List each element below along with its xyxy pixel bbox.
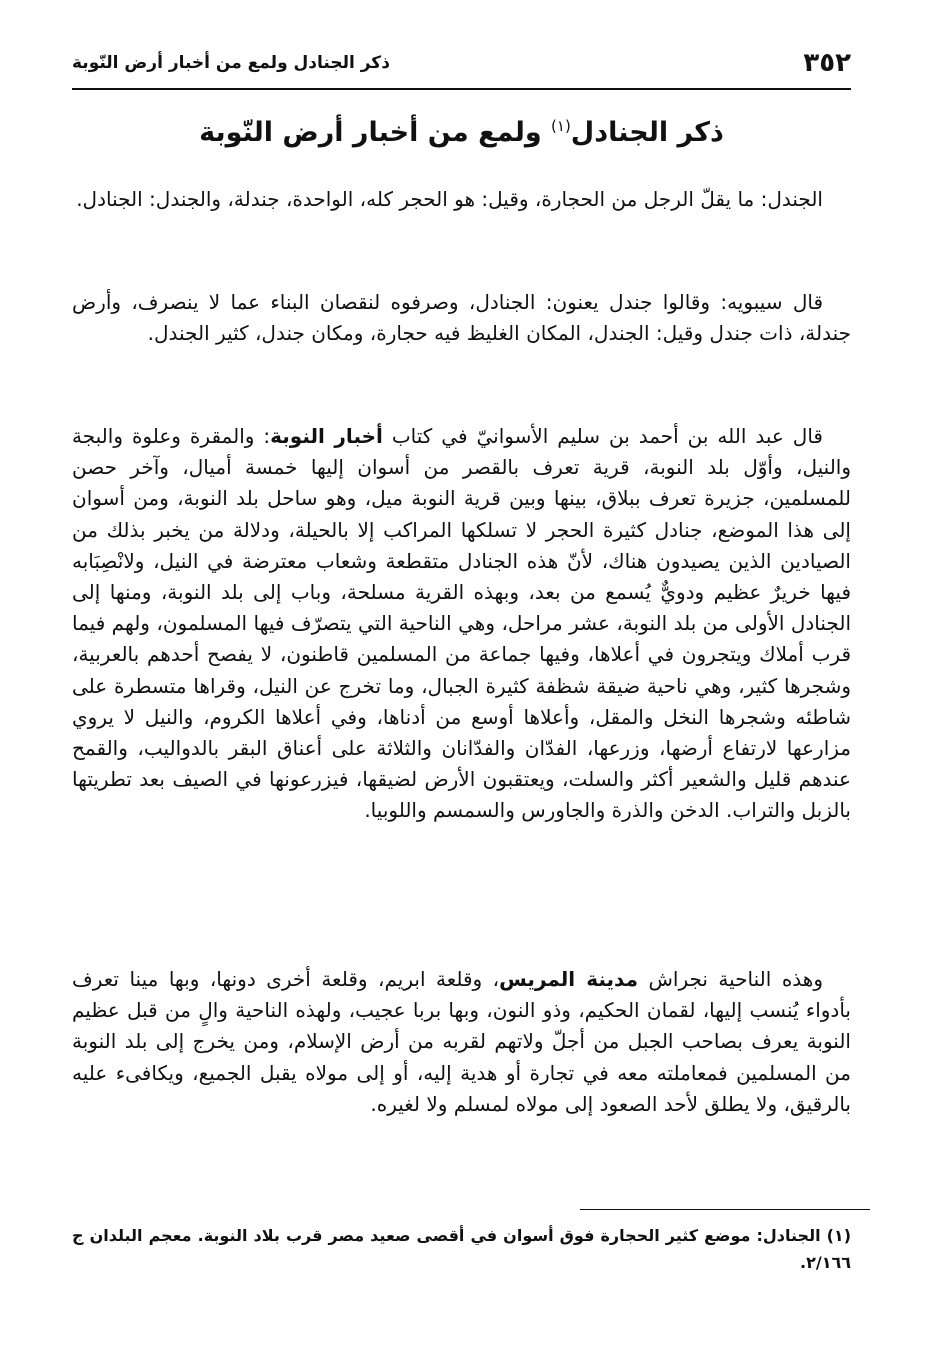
paragraph-rest: : والمقرة وعلوة والبجة والنيل، وأوّل بلد النوبة، قرية تعرف بالقصر من أسوان إليها خمسة أميال، وآخر حصن للمسلمين، جزيرة تعرف ببلاق، بينها وبين قرية النوبة ميل، وهو ساحل بلد النوبة، ومن أسوان إلى هذا الموضع، جنادل كثيرة الحجر لا تسلكها المراكب إلا بالحيلة، ودلالة من يخبر بذلك من الصيادين الذين يصيدون هناك، لأنّ هذه الجنادل متقطعة وشعاب معترضة في النيل، ولانْصِبَابه فيها خريرٌ عظيم ودويٌّ يُسمع من بعد، وبهذه القرية مسلحة، وباب إلى بلد النوبة، ومنها إلى الجنادل الأولى من بلد النوبة، عشر مراحل، وهي الناحية التي يتصرّف فيها المسلمون، ولهم فيما قرب أملاك ويتجرون في أعلاها، وفيها جماعة من المسلمين قاطنون، لا يفصح أحدهم بالعربية، وشجرها كثير، وهي ناحية ضيقة شظفة كثيرة الجبال، وما تخرج عن النيل، وقراها متسطرة على شاطئه وشجرها النخل والمقل، وأعلاها أوسع من أدناها، وفي أعلاها الكروم، والنيل لا يروي مزارعها لارتفاع أرضها، وزرعها، الفدّان والفدّانان والثلاثة على أعناق البقر بالدواليب، والقمح عندهم قليل والشعير أكثر والسلت، ويعتقبون الأرض لضيقها، فيزرعونها في الصيف بعد تطريتها بالزبل والتراب. الدخن والذرة والجاورس والسمسم واللوبيا.	[72, 424, 851, 823]
paragraph-najrash	[72, 964, 851, 1120]
paragraph-lead: وهذه الناحية نجراش	[637, 967, 823, 991]
chapter-title-rest: ولمع من أخبار أرض النّوبة	[199, 117, 552, 148]
paragraph-text	[72, 421, 851, 827]
chapter-footnote-marker: (١)	[551, 117, 571, 135]
page-number: ٣٥٢	[803, 48, 851, 78]
footnote	[72, 1222, 851, 1276]
city-name: مدينة المريس	[499, 967, 638, 991]
paragraph-lead: قال عبد الله بن أحمد بن سليم الأسوانيّ في كتاب	[382, 424, 823, 448]
paragraph-jandal-definition	[72, 184, 851, 215]
paragraph-aswani-account	[72, 421, 851, 827]
chapter-title	[72, 117, 851, 148]
chapter-title-main: ذكر الجنادل	[570, 117, 724, 148]
paragraph-text: قال سيبويه: وقالوا جندل يعنون: الجنادل، وصرفوه لنقصان البناء عما لا ينصرف، وأرض جندلة، ذات جندل وقيل: الجندل، المكان الغليظ فيه حجارة، ومكان جندل، كثير الجندل.	[72, 290, 851, 346]
footnote-text: الجنادل: موضع كثير الحجارة فوق أسوان في أقصى صعيد مصر قرب بلاد النوبة. معجم البلدان ج ٢/١٦٦.	[72, 1226, 851, 1272]
footnote-divider	[580, 1209, 870, 1210]
paragraph-text	[72, 964, 851, 1120]
footnote-marker: (١)	[826, 1226, 851, 1245]
book-title: أخبار النوبة	[270, 424, 383, 448]
paragraph-text: الجندل: ما يقلّ الرجل من الحجارة، وقيل: هو الحجر كله، الواحدة، جندلة، والجندل: الجنادل.	[76, 187, 823, 211]
paragraph-rest: ، وقلعة ابريم، وقلعة أخرى دونها، وبها مينا تعرف بأدواء يُنسب إليها، لقمان الحكيم، وذو النون، وبها بربا عجيب، ولهذه الناحية والٍ من قبل عظيم النوبة يعرف بصاحب الجبل من أجلّ ولاتهم لقربه من أرض الإسلام، ومن يخرج إلى بلد النوبة من المسلمين فمعاملته معه في تجارة أو هدية إليه، أو إلى مولاه يقبل الجميع، ويكافىء عليه بالرقيق، ولا يطلق لأحد الصعود إلى مولاه لمسلم ولا لغيره.	[72, 967, 851, 1116]
page-header	[72, 38, 851, 90]
paragraph-sibawayh	[72, 287, 851, 349]
running-title: ذكر الجنادل ولمع من أخبار أرض النّوبة	[72, 53, 390, 73]
